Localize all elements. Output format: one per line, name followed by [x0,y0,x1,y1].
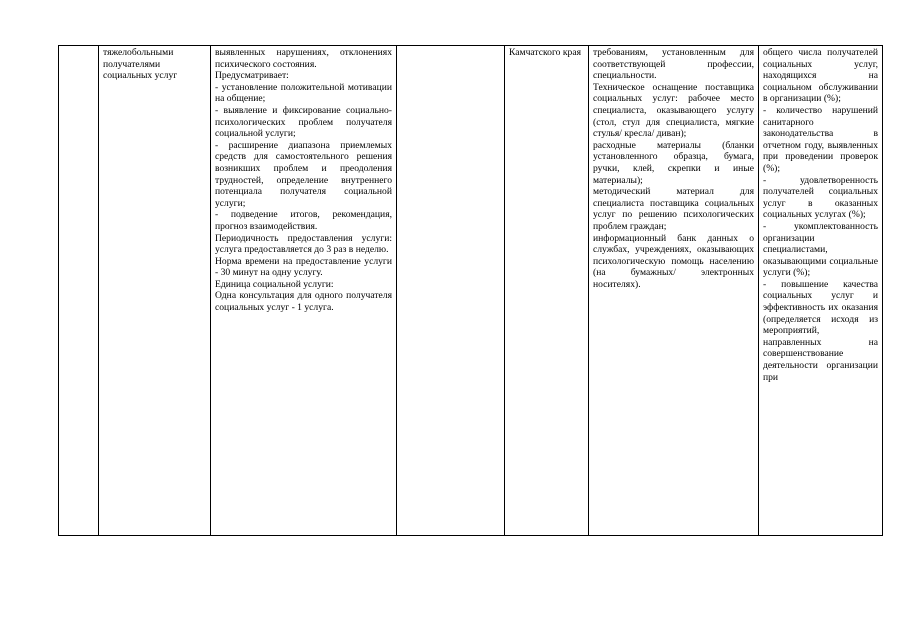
indicators-cell [759,46,883,536]
conditions-cell [589,46,759,536]
service-content-cell [211,46,397,536]
recipients-cell [99,46,211,536]
recipients-text: тяжелобольными получателями социальных услуг [103,47,178,82]
region-cell [505,46,589,536]
services-table [58,45,883,536]
empty-cell [397,46,505,536]
conditions-text: требованиям, установленным для соответствующей профессии, специальности. Техническое оснащение поставщика социальных услуг: рабочее место специалиста, оказывающего услугу (стол, стул для специалиста, мягкие стулья/ кресла/ диван); расходные материалы (бланки установленного образца, бумага, ручки, клей, скрепки и иные материалы); методический материал для специалиста поставщика социальных услуг по решению психологических проблем граждан; информационный банк данных о службах, учреждениях, оказывающих психологическую помощь населению (на бумажных/ электронных носителях). [593,47,754,290]
indicators-text: общего числа получателей социальных услуг, находящихся на социальном обслуживании в организации (%); - количество нарушений санитарного законодательства в отчетном году, выявленных при проведении проверок (%); - удовлетворенность получателей социальных услуг в оказанных социальных услугах (%); - укомплектованность организации специалистами, оказывающими социальные услуги (%); - повышение качества социальных услуг и эффективность их оказания (определяется исходя из мероприятий, направленных на совершенствование деятельности организации при [763,47,878,383]
number-cell [59,46,99,536]
service-content-text: выявленных нарушениях, отклонениях психического состояния. Предусматривает: - установление положительной мотивации на общение; - выявление и фиксирование социально-психологических проблем получателя социальной услуги; - расширение диапазона приемлемых средств для самостоятельного решения возникших проблем и преодоления трудностей, определение внутреннего потенциала получателя социальной услуги; - подведение итогов, рекомендация, прогноз взаимодействия. Периодичность предоставления услуги: услуга предоставляется до 3 раз в неделю. Норма времени на предоставление услуги - 30 минут на одну услугу. Единица социальной услуги: Одна консультация для одного получателя социальных услуг - 1 услуга. [215,47,392,314]
table-row [59,46,883,536]
region-text: Камчатского края [509,47,581,58]
